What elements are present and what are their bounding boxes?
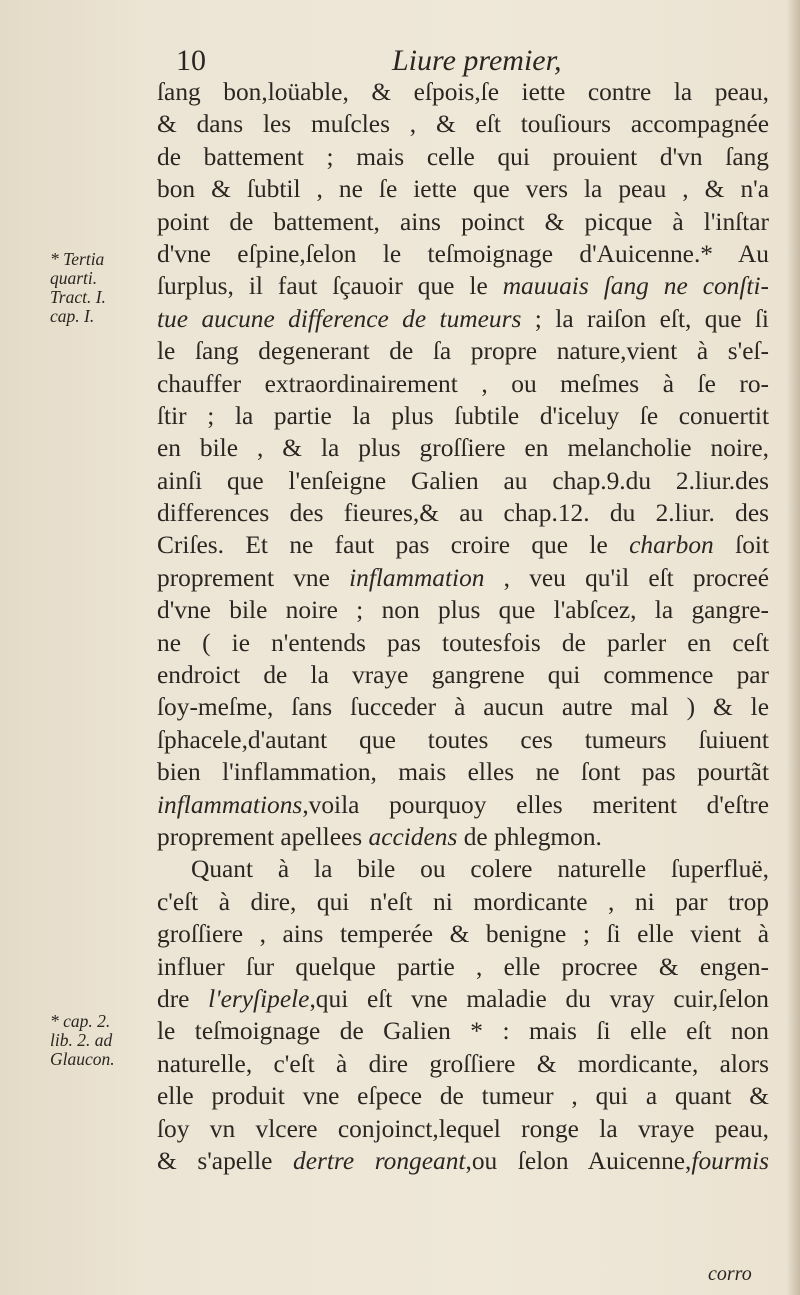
margin-note-line: Glaucon. [50,1049,115,1069]
text-run: & s'apelle [157,1146,294,1175]
text-line [157,497,769,529]
text-run: bien l'inflammation, mais elles ne ſont pas pourtãt [157,758,769,787]
text-run: ,qui eſt vne maladie du vray cuir,ſelon [309,984,769,1013]
text-line [157,691,769,723]
text-run: proprement vne [157,563,350,592]
text-run: bon & ſubtil , ne ſe iette que vers la peau , & n'a [157,175,769,204]
text-run: de phlegmon. [457,822,602,851]
text-run: d'vne eſpine,ſelon le teſmoignage d'Auicenne.* Au [157,239,769,268]
catchword: corro [708,1263,752,1285]
text-run: dre [157,984,209,1013]
text-run: ainſi que l'enſeigne Galien au chap.9.du 2.liur.des [157,466,769,495]
text-run: point de battement, ains poinct & picque à l'inſtar [157,207,769,236]
text-run: elle produit vne eſpece de tumeur , qui a quant & [157,1082,769,1111]
text-run: ſphacele,d'autant que toutes ces tumeurs ſuiuent [157,725,769,754]
margin-note-line: Tract. I. [50,287,106,307]
text-line [157,1080,769,1112]
margin-note-line: * Tertia [50,249,105,269]
text-run: & dans les muſcles , & eſt touſiours accompagnée [157,110,769,139]
text-line [157,1048,769,1080]
text-run: ne ( ie n'entends pas toutesfois de parler en ceſt [157,628,769,657]
text-run: ſurplus, il faut ſçauoir que le [157,272,503,301]
running-title: Liure premier, [392,44,562,77]
text-line [157,627,769,659]
text-run: le teſmoignage de Galien * : mais ſi elle eſt non [157,1017,769,1046]
text-line [157,918,769,950]
text-line [157,432,769,464]
text-line [157,1113,769,1145]
text-run: ſang bon,loüable, & eſpois,ſe iette contre la peau, [157,78,769,106]
text-line [157,659,769,691]
text-run: ſoy vn vlcere conjoinct,lequel ronge la vraye peau, [157,1114,769,1143]
text-run: ſtir ; la partie la plus ſubtile d'iceluy ſe conuertit [157,401,769,430]
text-run: d'vne bile noire ; non plus que l'abſcez, la gangre- [157,596,769,625]
italic-phrase: inflammation [349,563,485,592]
text-line [157,108,769,140]
text-run: ,ou ſelon Auicenne, [465,1146,692,1175]
text-line [157,886,769,918]
italic-phrase: mauuais ſang ne conſti- [502,272,769,301]
italic-phrase: fourmis [691,1146,770,1175]
text-run: le ſang degenerant de ſa propre nature,vient à s'eſ- [157,337,769,366]
text-line [157,529,769,561]
text-run: ſoy-meſme, ſans ſucceder à aucun autre mal ) & le [157,693,769,722]
text-line [157,983,769,1015]
text-line [157,173,769,205]
margin-note-line: * cap. 2. [50,1011,111,1031]
text-run: en bile , & la plus groſſiere en melancholie noire, [157,434,769,463]
text-run: groſſiere , ains temperée & benigne ; ſi elle vient à [157,920,769,949]
italic-phrase: accidens [368,822,458,851]
text-line [157,756,769,788]
text-line [157,821,769,853]
text-line [157,789,769,821]
text-line [157,141,769,173]
text-line [157,206,769,238]
text-line [157,335,769,367]
text-line [157,400,769,432]
italic-phrase: tue aucune difference de tumeurs [157,304,522,333]
text-line [157,562,769,594]
text-run: proprement apellees [157,822,369,851]
text-line [157,594,769,626]
text-run: naturelle, c'eſt à dire groſſiere & mordicante, alors [157,1049,769,1078]
text-line [157,238,769,270]
text-line [157,1145,769,1177]
margin-note [50,1012,156,1069]
text-run: Quant à la bile ou colere naturelle ſuperfluë, [191,855,769,884]
text-line [157,853,769,885]
text-line [157,303,769,335]
text-run: ,voila pourquoy elles meritent d'eſtre [302,790,769,819]
text-line [157,951,769,983]
text-run: c'eſt à dire, qui n'eſt ni mordicante , ni par trop [157,887,769,916]
text-line [157,76,769,108]
italic-phrase: l'eryſipele [208,984,310,1013]
page-number: 10 [176,44,206,77]
margin-note-line: quarti. [50,268,98,288]
italic-phrase: charbon [629,531,714,560]
text-run: Criſes. Et ne faut pas croire que le [157,531,630,560]
italic-phrase: inflammations [157,790,303,819]
text-line [157,724,769,756]
text-line [157,368,769,400]
text-line [157,465,769,497]
text-run: influer ſur quelque partie , elle procree & engen- [157,952,769,981]
text-line [157,270,769,302]
margin-note-line: cap. I. [50,306,95,326]
text-run: , veu qu'il eſt procreé [484,563,770,592]
text-run: endroict de la vraye gangrene qui commence par [157,661,769,690]
text-run: differences des fieures,& au chap.12. du 2.liur. des [157,499,769,528]
margin-note [50,250,156,326]
text-run: chauffer extraordinairement , ou meſmes à ſe ro- [157,369,769,398]
text-run: de battement ; mais celle qui prouient d'vn ſang [157,142,769,171]
text-run: ſoit [713,531,769,560]
margin-note-line: lib. 2. ad [50,1030,113,1050]
text-run: ; la raiſon eſt, que ſi [521,304,769,333]
body-text [157,76,769,1177]
text-line [157,1015,769,1047]
italic-phrase: dertre rongeant [293,1146,466,1175]
